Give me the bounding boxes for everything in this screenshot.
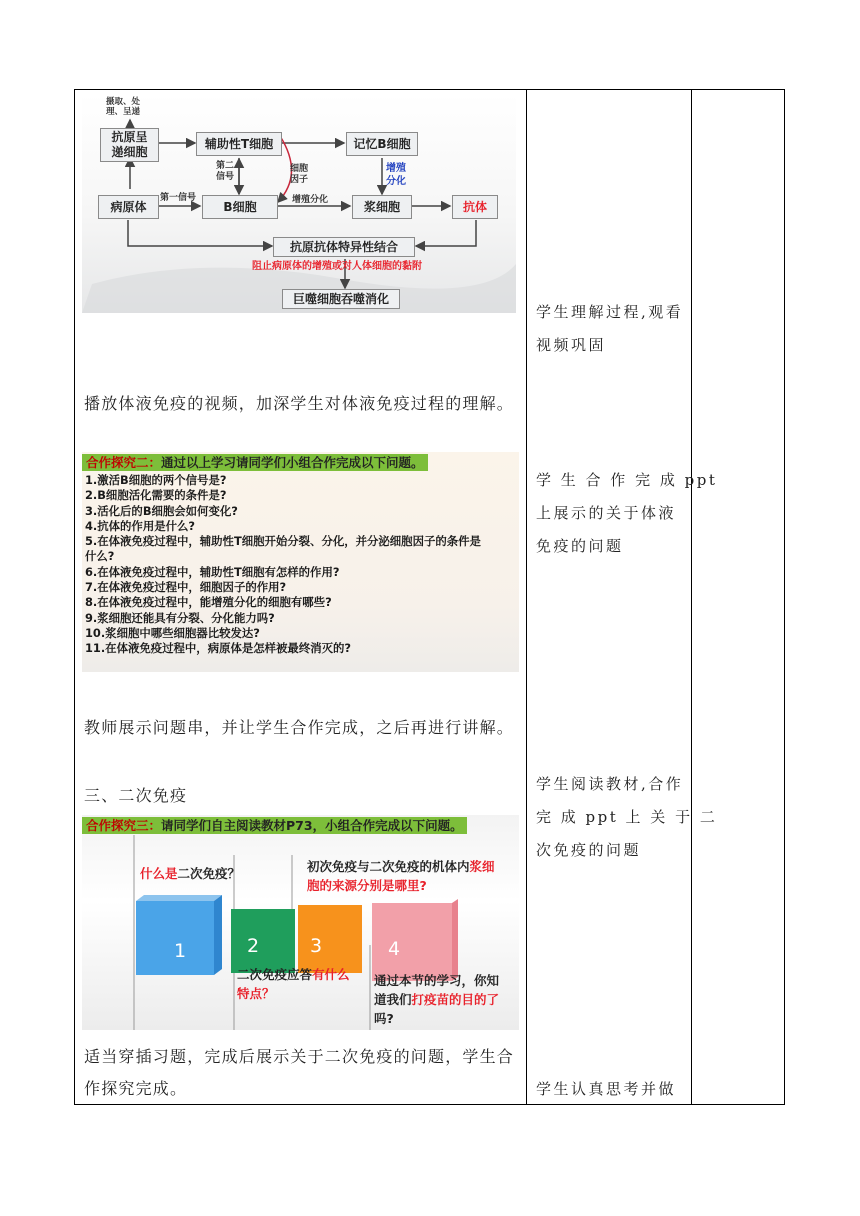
question-item: 2.B细胞活化需要的条件是?	[85, 488, 227, 503]
column-divider	[526, 90, 527, 1104]
cube-number-4: 4	[388, 938, 401, 960]
cube-number-1: 1	[174, 940, 187, 962]
column-divider	[691, 90, 692, 1104]
question-item: 8.在体液免疫过程中，能增殖分化的细胞有哪些?	[85, 595, 332, 610]
humoral-immunity-diagram	[82, 94, 516, 313]
question-item: 4.抗体的作用是什么?	[85, 518, 195, 533]
cytokine-label: 细胞 因子	[290, 164, 309, 185]
question-1: 什么是二次免疫？	[140, 866, 241, 881]
question-3: 二次免疫应答有什么 特点？	[237, 967, 350, 1001]
exercise-paragraph-line2: 作探究完成。	[84, 1079, 188, 1098]
pathogen-box: 病原体	[98, 195, 159, 219]
question-item: 9.浆细胞还能具有分裂、分化能力吗?	[85, 610, 275, 625]
student-activity-2-line2: 上展示的关于体液	[536, 504, 677, 522]
teacher-paragraph: 教师展示问题串，并让学生合作完成，之后再进行讲解。	[84, 718, 515, 737]
student-activity-1-line2: 视频巩固	[536, 336, 607, 354]
question-item: 6.在体液免疫过程中，辅助性T细胞有怎样的作用?	[85, 564, 340, 579]
memory-b-box: 记忆B细胞	[346, 132, 418, 156]
b-cell-box: B细胞	[202, 195, 278, 219]
student-activity-2-line1: 学 生 合 作 完 成 ppt	[536, 471, 718, 489]
question-item: 7.在体液免疫过程中，细胞因子的作用?	[85, 580, 287, 595]
second-signal-label: 第二 信号	[216, 161, 235, 182]
apc-box: 抗原呈 递细胞	[100, 128, 159, 162]
question-list	[85, 473, 481, 657]
question-item: 5.在体液免疫过程中，辅助性T细胞开始分裂、分化，并分泌细胞因子的条件是 什么?	[85, 534, 481, 564]
antibody-box: 抗体	[452, 195, 498, 219]
question-item: 1.激活B细胞的两个信号是?	[85, 473, 227, 487]
helper-t-box: 辅助性T细胞	[196, 132, 282, 156]
question-4: 通过本节的学习，你知 道我们打疫苗的目的了 吗?	[374, 973, 500, 1026]
student-activity-4-line1: 学生认真思考并做	[536, 1080, 677, 1098]
question-2: 初次免疫与二次免疫的机体内浆细 胞的来源分别是哪里?	[307, 859, 495, 893]
section-heading-secondary-immunity: 三、二次免疫	[84, 786, 188, 805]
student-activity-3-line1: 学生阅读教材,合作	[536, 775, 684, 793]
exercise-paragraph-line1: 适当穿插习题，完成后展示关于二次免疫的问题，学生合	[84, 1047, 515, 1066]
cube-number-2: 2	[247, 935, 260, 957]
video-paragraph: 播放体液免疫的视频，加深学生对体液免疫过程的理解。	[84, 394, 515, 413]
process-note: 摄取、处 理、呈递	[106, 97, 141, 117]
inquiry-three-banner: 合作探究三：请同学们自主阅读教材P73，小组合作完成以下问题。	[82, 817, 467, 834]
student-activity-1-line1: 学生理解过程,观看	[536, 303, 684, 321]
question-item: 10.浆细胞中哪些细胞器比较发达?	[85, 625, 260, 640]
question-item: 11.在体液免疫过程中，病原体是怎样被最终消灭的?	[85, 641, 351, 656]
inquiry-three-slide	[82, 815, 519, 1030]
cube-number-3: 3	[310, 935, 323, 957]
first-signal-label: 第一信号	[160, 193, 197, 203]
proliferate-label-2: 增殖 分化	[386, 163, 406, 187]
binding-box: 抗原抗体特异性结合	[273, 237, 415, 257]
inquiry-two-slide	[82, 452, 519, 672]
proliferate-label: 增殖分化	[292, 195, 329, 205]
block-note: 阻止病原体的增殖或对人体细胞的黏附	[252, 261, 422, 272]
macrophage-box: 巨噬细胞吞噬消化	[282, 289, 400, 309]
student-activity-3-line3: 次免疫的问题	[536, 841, 642, 859]
student-activity-2-line3: 免疫的问题	[536, 537, 624, 555]
student-activity-3-line2: 完 成 ppt 上 关 于 二	[536, 808, 718, 826]
inquiry-two-banner: 合作探究二：通过以上学习请同学们小组合作完成以下问题。	[82, 454, 428, 471]
question-item: 3.活化后的B细胞会如何变化?	[85, 503, 238, 518]
plasma-cell-box: 浆细胞	[352, 195, 412, 219]
